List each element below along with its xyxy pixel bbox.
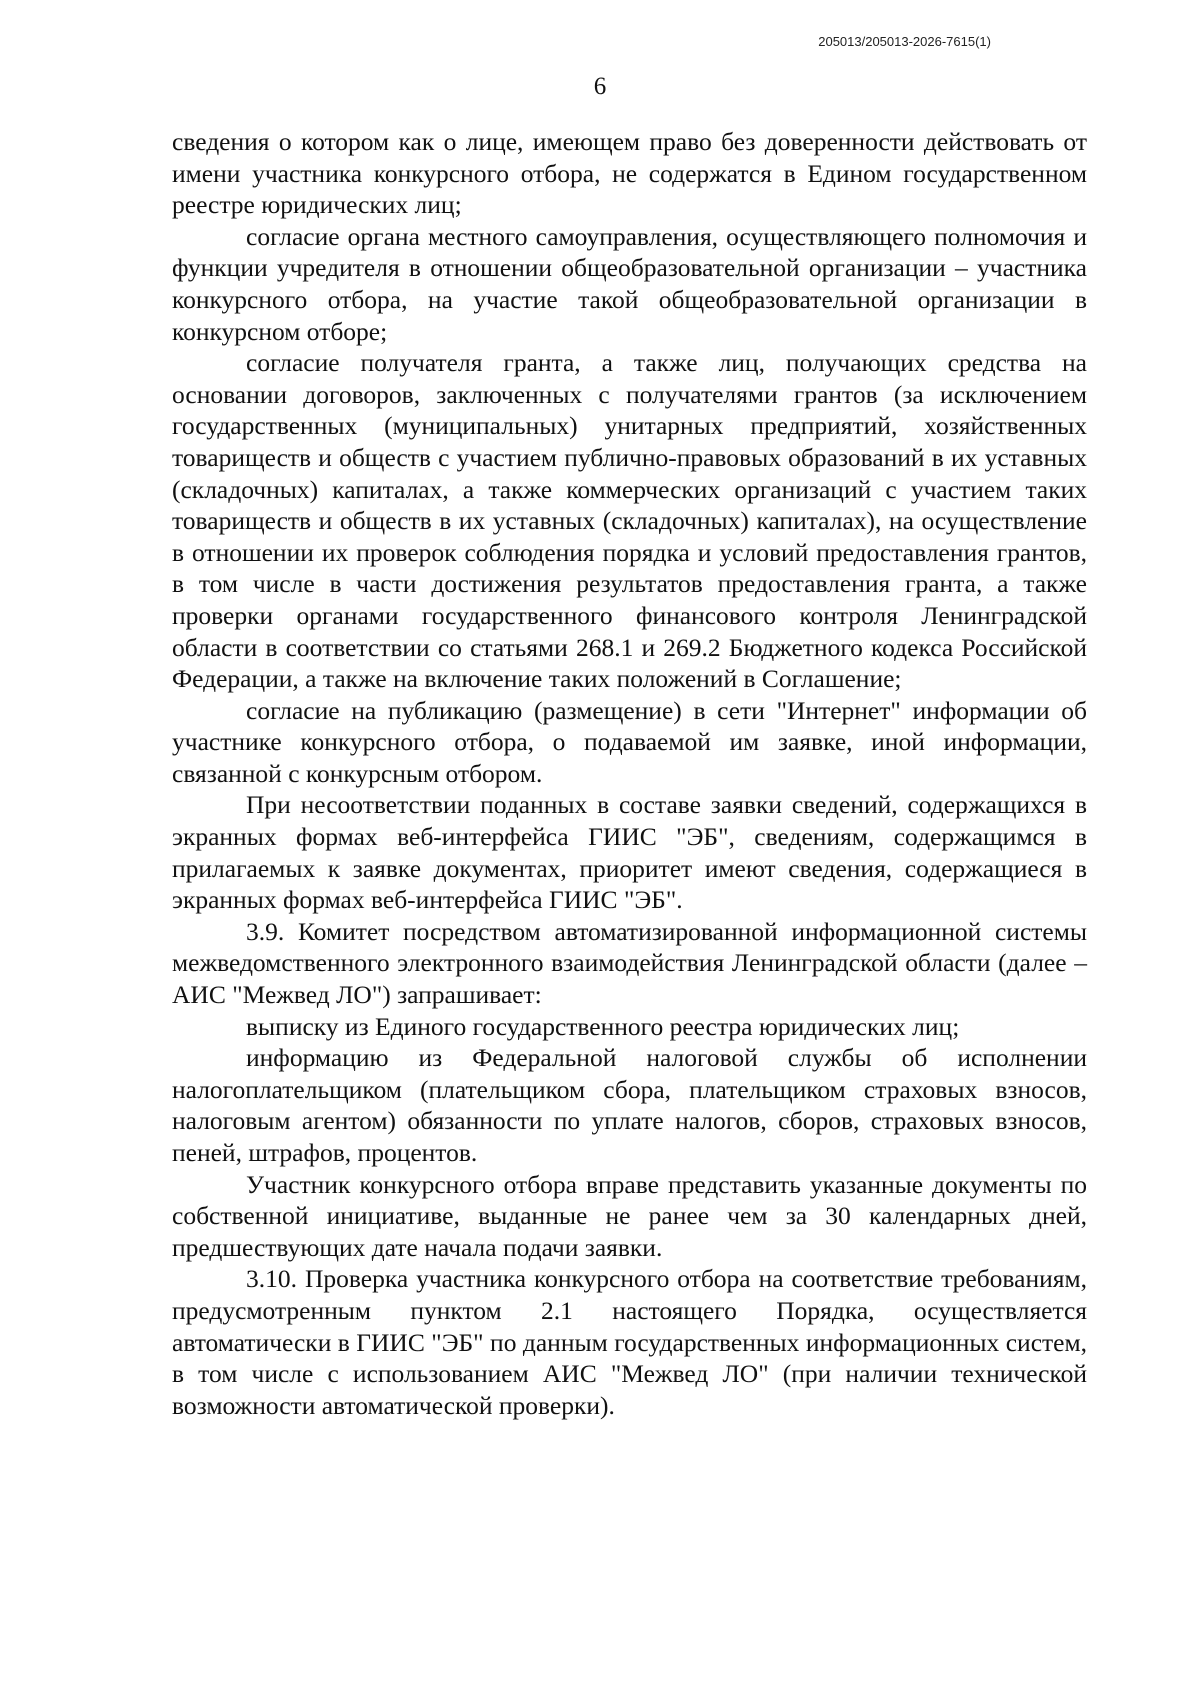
paragraph-egrul-extract: выписку из Единого государственного реестра юридических лиц; — [246, 1011, 960, 1041]
paragraph-section-3-9: 3.9. Комитет посредством автоматизированной информационной системы межведомственного электронного взаимодействия Ленинградской области (далее – АИС "Межвед ЛО") запрашивает: — [172, 916, 1087, 1010]
paragraph-consent-local-government: согласие органа местного самоуправления, осуществляющего полномочия и функции учредителя в отношении общеобразовательной организации – участника конкурсного отбора, на участие такой общеобразовательной организации в конкурсном отборе; — [172, 221, 1087, 346]
paragraph-own-initiative: Участник конкурсного отбора вправе представить указанные документы по собственной инициативе, выданные не ранее чем за 30 календарных дней, предшествующих дате начала подачи заявки. — [172, 1169, 1087, 1262]
paragraph-continuation: сведения о котором как о лице, имеющем право без доверенности действовать от имени участника конкурсного отбора, не содержатся в Едином государственном реестре юридических лиц; — [172, 127, 1087, 220]
paragraph-tax-service-info: информацию из Федеральной налоговой службы об исполнении налогоплательщиком (плательщиком сбора, плательщиком страховых взносов, налоговым агентом) обязанности по уплате налогов, сборов, страховых взносов, пеней, штрафов, процентов. — [172, 1043, 1087, 1167]
paragraph-consent-publication: согласие на публикацию (размещение) в сети "Интернет" информации об участнике конкурсного отбора, о подаваемой им заявке, иной информации, связанной с конкурсным отбором. — [172, 695, 1087, 788]
paragraph-section-3-10: 3.10. Проверка участника конкурсного отбора на соответствие требованиям, предусмотренным пунктом 2.1 настоящего Порядка, осуществляется автоматически в ГИИС "ЭБ" по данным государственных информационных систем, в том числе с использованием АИС "Межвед ЛО" (при наличии технической возможности автоматической проверки). — [172, 1264, 1087, 1420]
document-body — [172, 126, 1087, 1421]
paragraph-consent-grant-recipient: согласие получателя гранта, а также лиц, получающих средства на основании договоров, заключенных с получателями грантов (за исключением государственных (муниципальных) унитарных предприятий, хозяйственных товариществ и обществ с участием публично-правовых образований в их уставных (складочных) капиталах, а также коммерческих организаций с участием таких товариществ и обществ в их уставных (складочных) капиталах), на осуществление в отношении их проверок соблюдения порядка и условий предоставления грантов, в том числе в части достижения результатов предоставления гранта, а также проверки органами государственного финансового контроля Ленинградской области в соответствии со статьями 268.1 и 269.2 Бюджетного кодекса Российской Федерации, а также на включение таких положений в Соглашение; — [172, 348, 1087, 694]
paragraph-discrepancy-priority: При несоответствии поданных в составе заявки сведений, содержащихся в экранных формах веб-интерфейса ГИИС "ЭБ", сведениям, содержащимся в прилагаемых к заявке документах, приоритет имеют сведения, содержащиеся в экранных формах веб-интерфейса ГИИС "ЭБ". — [172, 790, 1087, 915]
page-number: 6 — [593, 73, 607, 100]
document-id: 205013/205013-2026-7615(1) — [818, 34, 991, 49]
